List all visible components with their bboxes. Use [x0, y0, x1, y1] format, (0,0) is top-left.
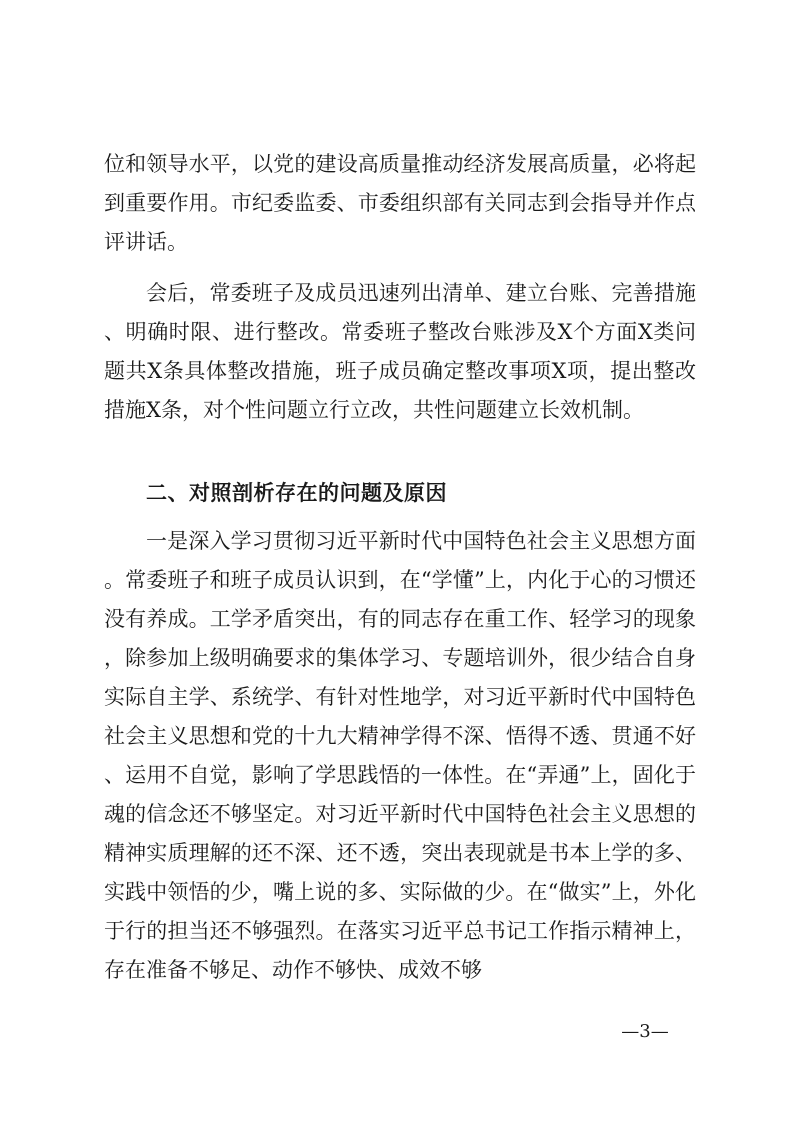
section-heading: 二、对照剖析存在的问题及原因 — [146, 481, 447, 505]
body-paragraph-study-issues: 一是深入学习贯彻习近平新时代中国特色社会主义思想方面。常委班子和班子成员认识到，在“学懂”上，内化于心的习惯还没有养成。工学矛盾突出，有的同志存在重工作、轻学习的现象，除参加上级明确要求的集体学习、专题培训外，很少结合自身实际自主学、系统学、有针对性地学，对习近平新时代中国特色社会主义思想和党的十九大精神学得不深、悟得不透、贯通不好、运用不自觉，影响了学思践悟的一体性。在“弄通”上，固化于魂的信念还不够坚定。对习近平新时代中国特色社会主义思想的精神实质理解的还不深、还不透，突出表现就是书本上学的多、实践中领悟的少，嘴上说的多、实际做的少。在“做实”上，外化于行的担当还不够强烈。在落实习近平总书记工作指示精神上，存在准备不够足、动作不够快、成效不够 — [104, 529, 696, 982]
body-paragraph-rectification: 会后，常委班子及成员迅速列出清单、建立台账、完善措施、明确时限、进行整改。常委班子整改台账涉及X个方面X类问题共X条具体整改措施，班子成员确定整改事项X项，提出整改措施X条，对个性问题立行立改，共性问题建立长效机制。 — [104, 281, 696, 422]
page-number: —3— — [621, 1021, 669, 1042]
body-paragraph-continuation: 位和领导水平，以党的建设高质量推动经济发展高质量，必将起到重要作用。市纪委监委、市委组织部有关同志到会指导并作点评讲话。 — [104, 152, 696, 254]
